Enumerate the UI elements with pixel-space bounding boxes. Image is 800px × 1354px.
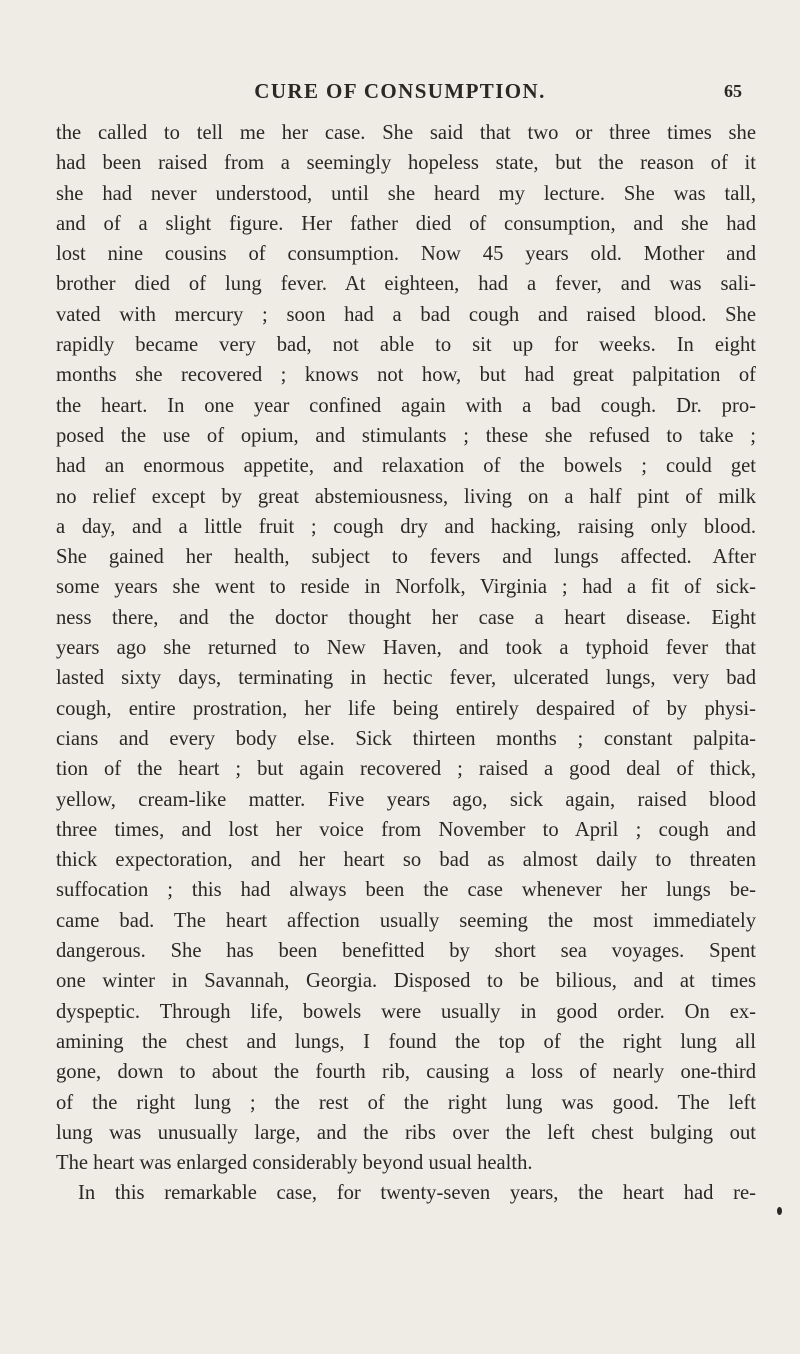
text-line: three times, and lost her voice from November to April ; cough and bbox=[56, 818, 756, 841]
text-line: yellow, cream-like matter. Five years ago, sick again, raised blood bbox=[56, 788, 756, 811]
text-line: dyspeptic. Through life, bowels were usually in good order. On ex- bbox=[56, 1000, 756, 1023]
text-line: cough, entire prostration, her life being entirely despaired of by physi- bbox=[56, 697, 756, 720]
text-line: amining the chest and lungs, I found the top of the right lung all bbox=[56, 1030, 756, 1053]
text-line: tion of the heart ; but again recovered ; raised a good deal of thick, bbox=[56, 758, 756, 781]
text-line: rapidly became very bad, not able to sit up for weeks. In eight bbox=[56, 334, 756, 357]
text-line: came bad. The heart affection usually seeming the most immediately bbox=[56, 909, 756, 932]
text-line: The heart was enlarged considerably beyond usual health. bbox=[56, 1152, 533, 1175]
text-line: the called to tell me her case. She said that two or three times she bbox=[56, 122, 756, 144]
text-line: one winter in Savannah, Georgia. Disposed to be bilious, and at times bbox=[56, 970, 756, 993]
text-line: months she recovered ; knows not how, but had great palpitation of bbox=[56, 364, 756, 387]
text-line: In this remarkable case, for twenty-seven years, the heart had re- bbox=[78, 1182, 756, 1205]
text-line: lung was unusually large, and the ribs over the left chest bulging out bbox=[56, 1121, 756, 1144]
text-line: had an enormous appetite, and relaxation of the bowels ; could get bbox=[56, 455, 756, 478]
text-line: no relief except by great abstemiousness, living on a half pint of milk bbox=[56, 485, 756, 508]
text-line: gone, down to about the fourth rib, causing a loss of nearly one-third bbox=[56, 1061, 756, 1084]
text-line: some years she went to reside in Norfolk, Virginia ; had a fit of sick- bbox=[56, 576, 756, 599]
text-line: the heart. In one year confined again with a bad cough. Dr. pro- bbox=[56, 394, 756, 417]
text-line: She gained her health, subject to fevers and lungs affected. After bbox=[56, 546, 756, 569]
text-line: thick expectoration, and her heart so bad as almost daily to threaten bbox=[56, 849, 756, 872]
body-text bbox=[56, 118, 756, 1209]
running-title: CURE OF CONSUMPTION. bbox=[254, 79, 546, 103]
text-line: posed the use of opium, and stimulants ; these she refused to take ; bbox=[56, 424, 756, 447]
text-line: dangerous. She has been benefitted by short sea voyages. Spent bbox=[56, 940, 756, 963]
text-line: and of a slight figure. Her father died of consumption, and she had bbox=[56, 212, 756, 235]
running-head bbox=[0, 76, 800, 106]
text-line: lasted sixty days, terminating in hectic fever, ulcerated lungs, very bad bbox=[56, 667, 756, 690]
ink-speck-decoration bbox=[777, 1207, 782, 1215]
text-line: lost nine cousins of consumption. Now 45 years old. Mother and bbox=[56, 243, 756, 266]
page-number: 65 bbox=[724, 81, 742, 101]
text-line: years ago she returned to New Haven, and took a typhoid fever that bbox=[56, 637, 756, 660]
text-line: ness there, and the doctor thought her case a heart disease. Eight bbox=[56, 606, 756, 629]
text-line: vated with mercury ; soon had a bad cough and raised blood. She bbox=[56, 303, 756, 326]
text-line: suffocation ; this had always been the case whenever her lungs be- bbox=[56, 879, 756, 902]
text-line: cians and every body else. Sick thirteen months ; constant palpita- bbox=[56, 727, 756, 750]
text-line: of the right lung ; the rest of the right lung was good. The left bbox=[56, 1091, 756, 1114]
text-line: she had never understood, until she heard my lecture. She was tall, bbox=[56, 182, 756, 205]
text-line: a day, and a little fruit ; cough dry and hacking, raising only blood. bbox=[56, 515, 756, 538]
text-line: brother died of lung fever. At eighteen, had a fever, and was sali- bbox=[56, 273, 756, 296]
text-line: had been raised from a seemingly hopeless state, but the reason of it bbox=[56, 152, 756, 175]
